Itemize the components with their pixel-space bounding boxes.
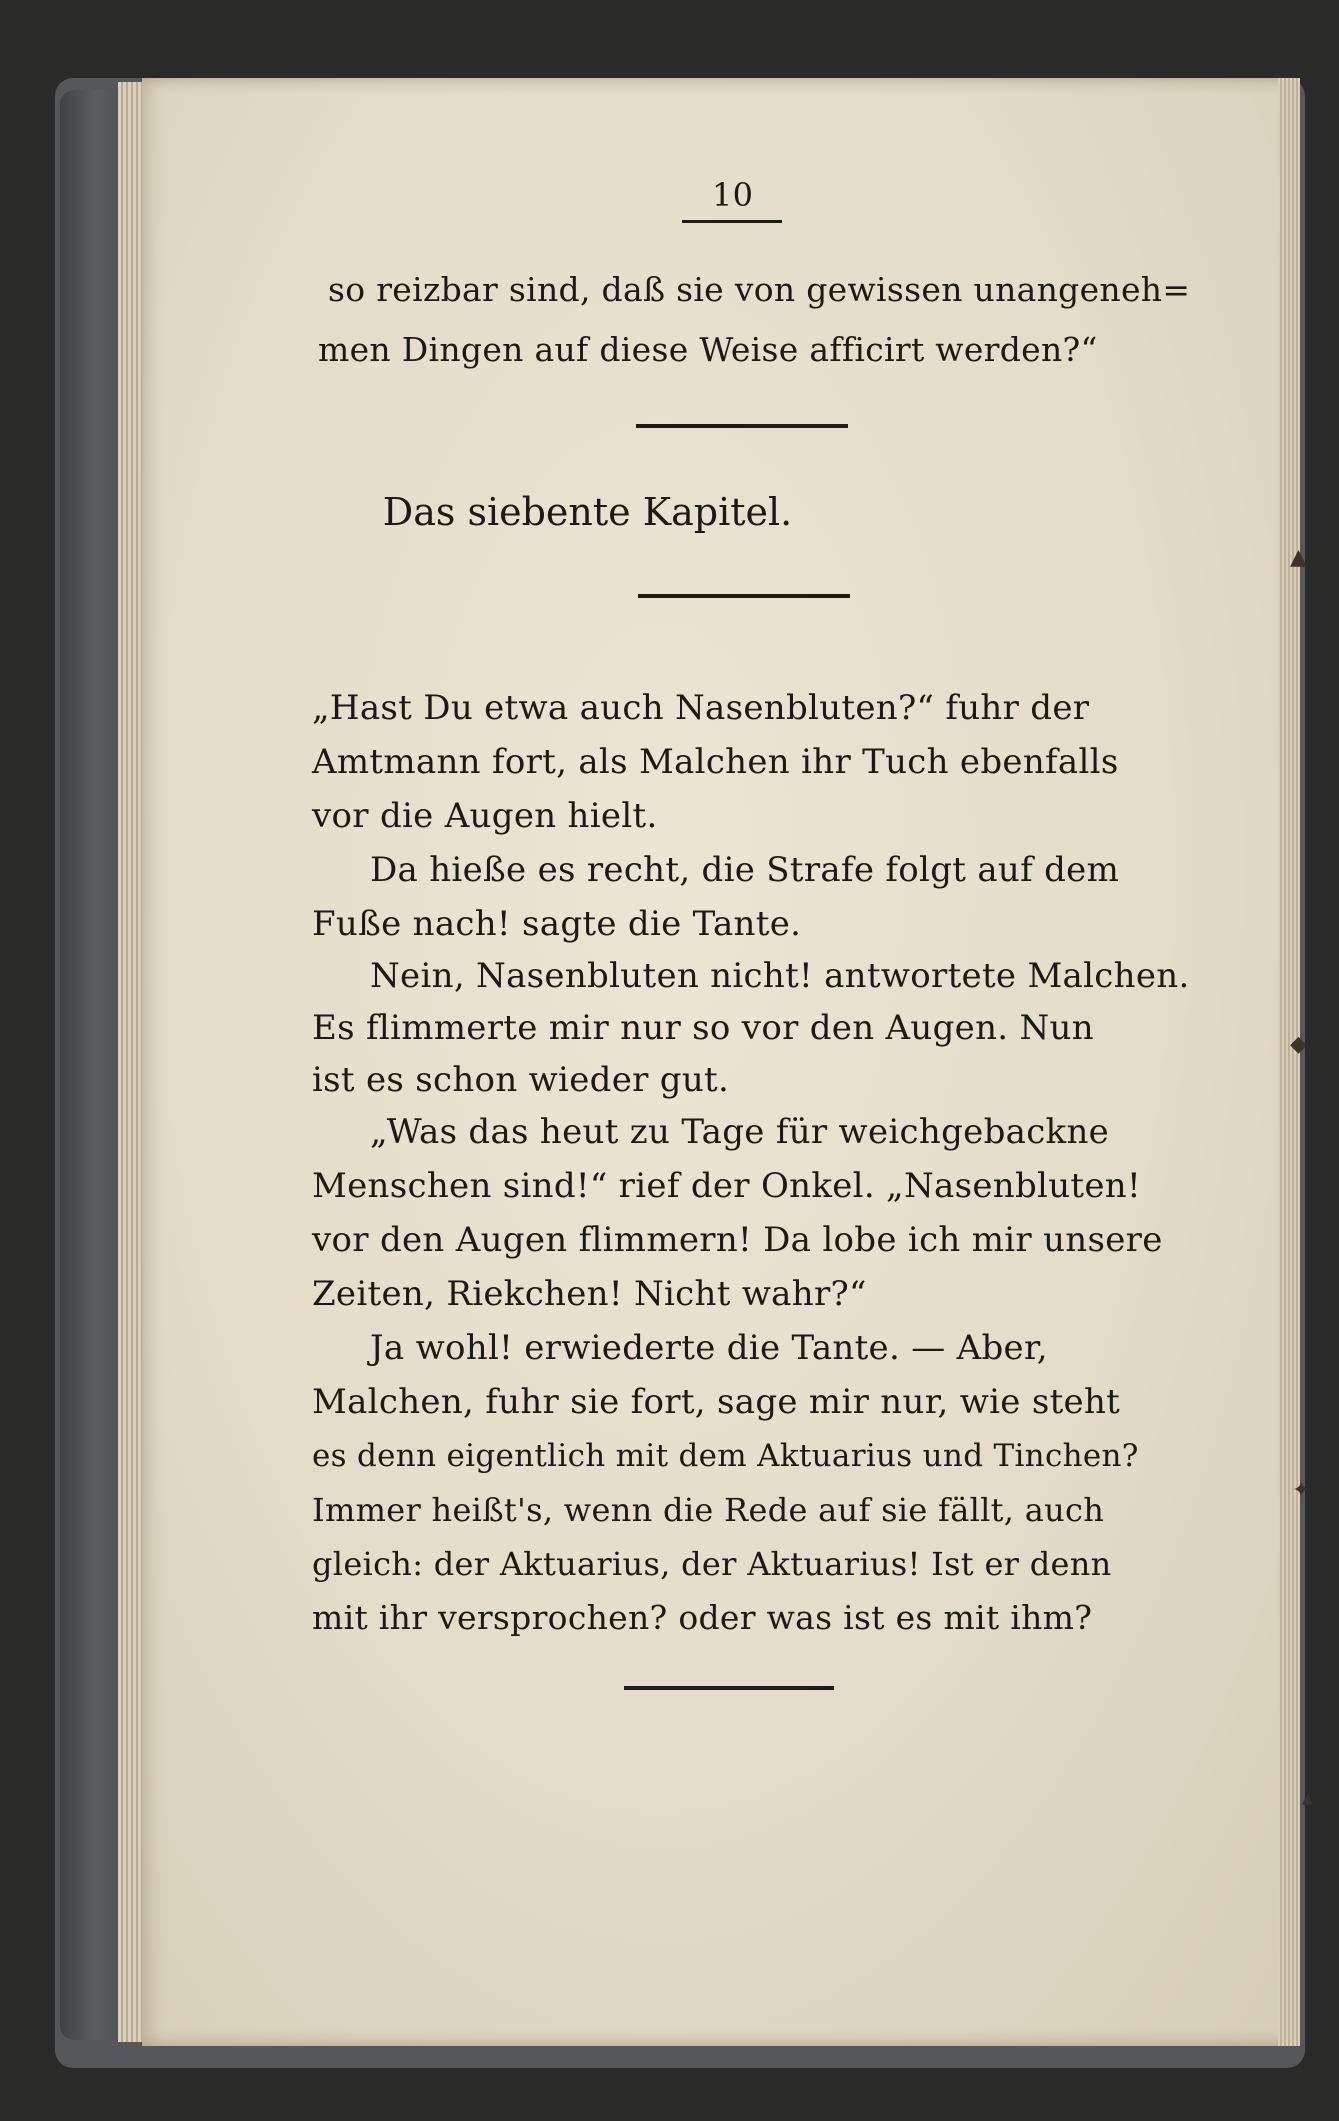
body-line-13: Ja wohl! erwiederte die Tante. — Aber, (370, 1328, 1048, 1368)
body-line-5: Fuße nach! sagte die Tante. (312, 904, 802, 944)
opening-line-2: men Dingen auf diese Weise afficirt werden?“ (318, 330, 1098, 369)
end-rule (624, 1686, 834, 1690)
section-rule-bottom (638, 594, 850, 598)
body-line-6: Nein, Nasenbluten nicht! antwortete Malchen. (370, 956, 1190, 996)
body-line-1: „Hast Du etwa auch Nasenbluten?“ fuhr der (312, 688, 1090, 728)
body-line-16: Immer heißt's, wenn die Rede auf sie fällt, auch (312, 1491, 1105, 1529)
body-line-9: „Was das heut zu Tage für weichgebackne (370, 1112, 1110, 1152)
body-line-3: vor die Augen hielt. (312, 796, 658, 836)
page-number-rule (682, 220, 782, 223)
margin-mark-3: ✦ (1292, 1478, 1311, 1503)
page-fore-edge (1278, 78, 1300, 2046)
body-line-11: vor den Augen flimmern! Da lobe ich mir unsere (312, 1220, 1163, 1260)
section-rule-top (636, 424, 848, 428)
body-line-15: es denn eigentlich mit dem Aktuarius und Tinchen? (312, 1438, 1139, 1474)
body-line-17: gleich: der Aktuarius, der Aktuarius! Ist er denn (312, 1545, 1112, 1583)
margin-mark-1: ▲ (1290, 545, 1307, 570)
body-line-12: Zeiten, Riekchen! Nicht wahr?“ (312, 1274, 867, 1314)
body-line-4: Da hieße es recht, die Strafe folgt auf dem (370, 850, 1120, 890)
margin-mark-2: ◆ (1290, 1032, 1307, 1057)
page-number: 10 (712, 176, 754, 214)
body-line-7: Es flimmerte mir nur so vor den Augen. Nun (312, 1008, 1094, 1048)
body-line-2: Amtmann fort, als Malchen ihr Tuch ebenfalls (312, 742, 1119, 782)
chapter-title: Das siebente Kapitel. (382, 490, 793, 534)
body-line-18: mit ihr versprochen? oder was ist es mit ihm? (312, 1598, 1093, 1637)
opening-line-1: so reizbar sind, daß sie von gewissen unangeneh= (328, 270, 1191, 309)
body-line-8: ist es schon wieder gut. (312, 1060, 730, 1100)
margin-mark-4: ▴ (1302, 1786, 1314, 1811)
body-line-14: Malchen, fuhr sie fort, sage mir nur, wie steht (312, 1382, 1121, 1422)
body-line-10: Menschen sind!“ rief der Onkel. „Nasenbluten! (312, 1166, 1141, 1206)
